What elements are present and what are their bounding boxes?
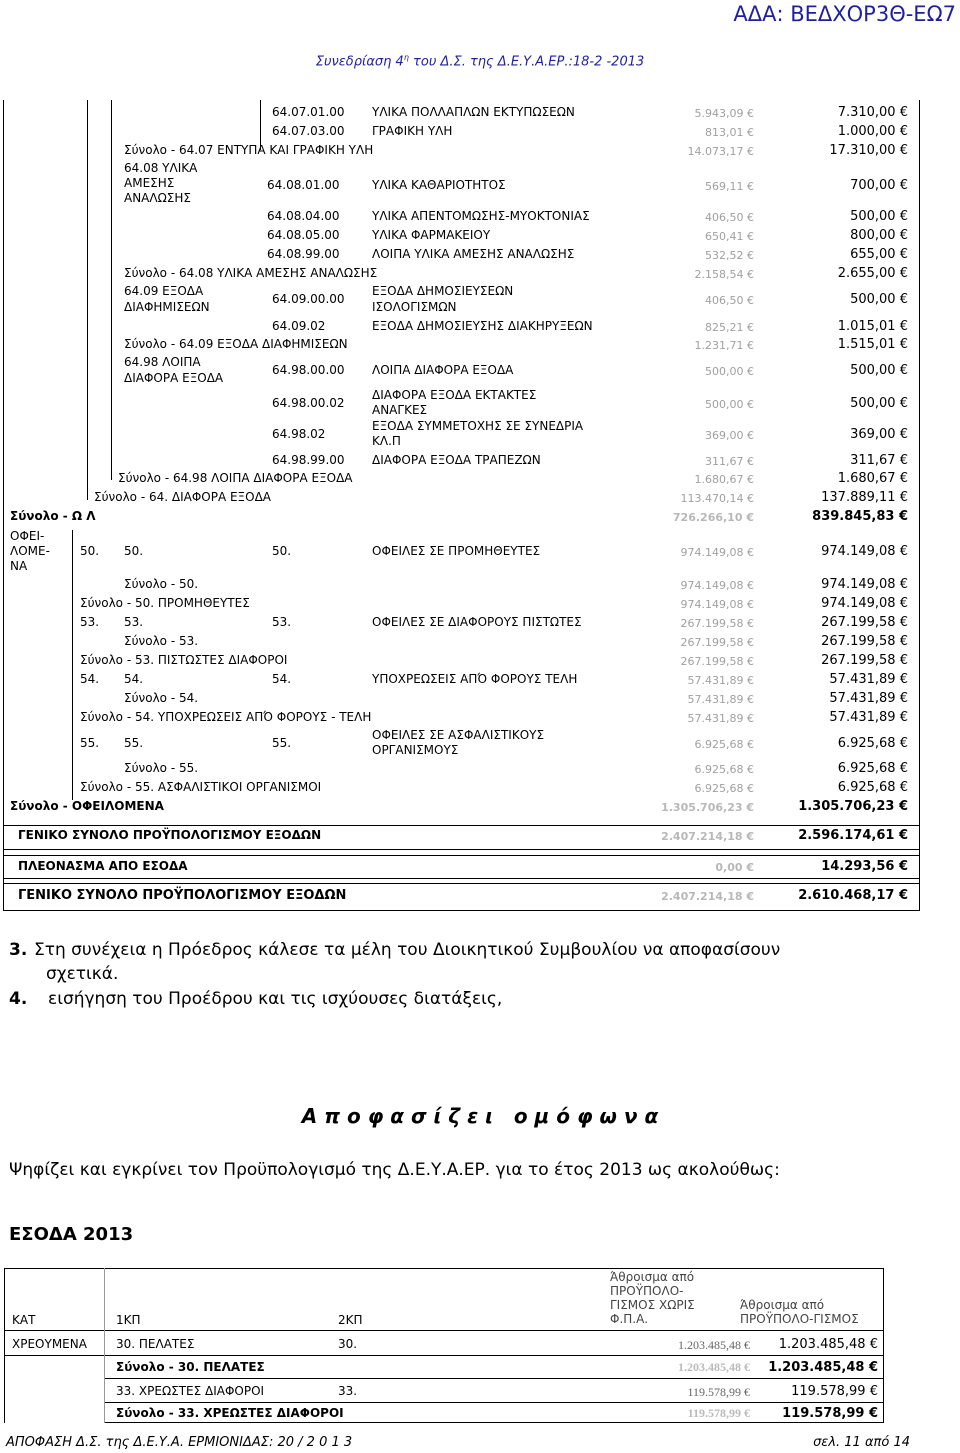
row-code: 50. xyxy=(272,544,292,558)
grand-total-value: 2.596.174,61 € xyxy=(798,828,908,843)
total-value: 1.305.706,23 € xyxy=(798,799,908,814)
subtotal-net: 267.199,58 € xyxy=(680,636,754,649)
paragraph: εισήγηση του Προέδρου και τις ισχύουσες διατάξεις, xyxy=(48,989,503,1009)
row-code: 64.08.04.00 xyxy=(267,209,340,223)
row-code: 64.08.01.00 xyxy=(267,178,340,192)
row-desc: ΚΛ.Π xyxy=(372,434,401,448)
subtotal-value: 267.199,58 € xyxy=(821,653,908,668)
row-value-net: 119.578,99 € xyxy=(687,1385,750,1399)
subtotal-value: 57.431,89 € xyxy=(829,710,908,725)
subtotal-net: 974.149,08 € xyxy=(680,579,754,592)
row-desc: ΟΦΕΙΛΕΣ ΣΕ ΑΣΦΑΛΙΣΤΙΚΟΥΣ xyxy=(372,728,545,742)
row-value-net: 825,21 € xyxy=(705,321,754,334)
row-value-net: 311,67 € xyxy=(705,455,754,468)
group-label: 64.08 ΥΛΙΚΑ xyxy=(124,161,198,175)
subtotal-value: 6.925,68 € xyxy=(837,780,908,795)
subtotal-label: Σύνολο - 64.09 ΕΞΟΔΑ ΔΙΑΦΗΜΙΣΕΩΝ xyxy=(124,337,348,351)
subtotal-value: 2.655,00 € xyxy=(837,266,908,281)
subtotal-value: 974.149,08 € xyxy=(821,577,908,592)
approval-text: Ψηφίζει και εγκρίνει τον Προϋπολογισμό της Δ.Ε.Υ.Α.ΕΡ. για το έτος 2013 ως ακολούθως: xyxy=(9,1160,780,1180)
group-label: ΝΑ xyxy=(10,559,28,573)
row-value: 7.310,00 € xyxy=(837,105,908,120)
row-value: 500,00 € xyxy=(850,363,908,378)
subtotal-net: 267.199,58 € xyxy=(680,655,754,668)
row-code: 54. xyxy=(124,672,144,686)
row-value-net: 1.203.485,48 € xyxy=(678,1338,750,1352)
subtotal-label: Σύνολο - 55. xyxy=(124,761,199,775)
session-line: Συνεδρίαση $4^\eta$ του Δ.Σ. της Δ.Ε.Υ.Α.ΕΡ.:18-2 -2013 xyxy=(315,53,645,70)
total-net: 726.266,10 € xyxy=(672,511,754,524)
row-code: 64.07.03.00 xyxy=(272,124,345,138)
row-value: 974.149,08 € xyxy=(821,544,908,559)
total-value: 839.845,83 € xyxy=(812,509,908,524)
subtotal-net: 974.149,08 € xyxy=(680,598,754,611)
row-value-net: 369,00 € xyxy=(705,429,754,442)
subtotal-value: 6.925,68 € xyxy=(837,761,908,776)
row-code: 54. xyxy=(272,672,292,686)
total-label: Σύνολο - Ω Λ xyxy=(10,509,96,523)
row-value-net: 569,11 € xyxy=(705,180,754,193)
row-code: 50. xyxy=(124,544,144,558)
subtotal-label: Σύνολο - 64.07 ΕΝΤΥΠΑ ΚΑΙ ΓΡΑΦΙΚΗ ΥΛΗ xyxy=(124,143,374,157)
row-code: 53. xyxy=(80,615,100,629)
subtotal-value: 137.889,11 € xyxy=(821,490,908,505)
row-code: 30. xyxy=(338,1337,358,1351)
row-value: 119.578,99 € xyxy=(791,1384,878,1399)
group-label: ΟΦΕΙ- xyxy=(10,529,45,543)
row-code: 33. xyxy=(338,1384,358,1398)
row-code: 55. xyxy=(272,736,292,750)
group-label: ΔΙΑΦΟΡΑ ΕΞΟΔΑ xyxy=(124,371,224,385)
paragraph: σχετικά. xyxy=(46,964,119,984)
row-value: 1.000,00 € xyxy=(837,124,908,139)
grand-total-value: 2.610.468,17 € xyxy=(798,888,908,903)
item-number: 3. xyxy=(9,940,28,960)
row-value-net: 532,52 € xyxy=(705,249,754,262)
row-desc: ΕΞΟΔΑ ΣΥΜΜΕΤΟΧΗΣ ΣΕ ΣΥΝΕΔΡΙΑ xyxy=(372,419,584,433)
row-code: 64.98.02 xyxy=(272,427,326,441)
group-label: ΑΝΑΛΩΣΗΣ xyxy=(124,191,191,205)
row-code: 50. xyxy=(80,544,100,558)
row-value-net: 406,50 € xyxy=(705,294,754,307)
row-code: 33. ΧΡΕΩΣΤΕΣ ΔΙΑΦΟΡΟΙ xyxy=(116,1384,265,1398)
subtotal-value: 17.310,00 € xyxy=(829,143,908,158)
row-code: 64.07.01.00 xyxy=(272,105,345,119)
subtotal-net: 1.203.485,48 € xyxy=(678,1360,750,1374)
subtotal-net: 57.431,89 € xyxy=(687,712,754,725)
subtotal-label: Σύνολο - 54. xyxy=(124,691,199,705)
subtotal-net: 119.578,99 € xyxy=(687,1406,750,1420)
subtotal-label: Σύνολο - 64.98 ΛΟΙΠΑ ΔΙΑΦΟΡΑ ΕΞΟΔΑ xyxy=(118,471,353,485)
row-desc: ΕΞΟΔΑ ΔΗΜΟΣΙΕΥΣΕΩΝ xyxy=(372,284,514,298)
total-label: Σύνολο - ΟΦΕΙΛΟΜΕΝΑ xyxy=(10,799,164,813)
row-value: 655,00 € xyxy=(850,247,908,262)
row-value-net: 267.199,58 € xyxy=(680,617,754,630)
row-code: 64.08.05.00 xyxy=(267,228,340,242)
row-desc: ΟΡΓΑΝΙΣΜΟΥΣ xyxy=(372,743,459,757)
surplus-label: ΠΛΕΟΝΑΣΜΑ ΑΠΟ ΕΣΟΔΑ xyxy=(18,859,188,873)
row-desc: ΟΦΕΙΛΕΣ ΣΕ ΠΡΟΜΗΘΕΥΤΕΣ xyxy=(372,544,541,558)
group-label: ΔΙΑΦΗΜΙΣΕΩΝ xyxy=(124,300,210,314)
row-code: 64.08.99.00 xyxy=(267,247,340,261)
row-desc: ΥΠΟΧΡΕΩΣΕΙΣ ΑΠΌ ΦΟΡΟΥΣ ΤΕΛΗ xyxy=(372,672,578,686)
subtotal-net: 6.925,68 € xyxy=(694,782,754,795)
row-value-net: 500,00 € xyxy=(705,365,754,378)
subtotal-net: 113.470,14 € xyxy=(680,492,754,505)
row-desc: ΥΛΙΚΑ ΚΑΘΑΡΙΟΤΗΤΟΣ xyxy=(372,178,506,192)
row-desc: ΥΛΙΚΑ ΦΑΡΜΑΚΕΙΟΥ xyxy=(372,228,491,242)
row-desc: ΑΝΑΓΚΕΣ xyxy=(372,403,428,417)
column-header: 2ΚΠ xyxy=(338,1313,363,1327)
row-value-net: 650,41 € xyxy=(705,230,754,243)
row-value: 500,00 € xyxy=(850,292,908,307)
subtotal-label: Σύνολο - 33. ΧΡΕΩΣΤΕΣ ΔΙΑΦΟΡΟΙ xyxy=(116,1406,344,1420)
grand-total-label: ΓΕΝΙΚΟ ΣΥΝΟΛΟ ΠΡΟΫΠΟΛΟΓΙΣΜΟΥ ΕΞΟΔΩΝ xyxy=(18,888,347,903)
row-value: 500,00 € xyxy=(850,396,908,411)
subtotal-net: 2.158,54 € xyxy=(694,268,754,281)
row-value: 500,00 € xyxy=(850,209,908,224)
group-label: 64.09 ΕΞΟΔΑ xyxy=(124,284,204,298)
row-code: 64.98.00.02 xyxy=(272,396,345,410)
page-number: σελ. 11 από 14 xyxy=(813,1435,910,1450)
row-desc: ΥΛΙΚΑ ΑΠΕΝΤΟΜΩΣΗΣ-ΜΥΟΚΤΟΝΙΑΣ xyxy=(372,209,590,223)
total-net: 1.305.706,23 € xyxy=(661,801,754,814)
subtotal-label: Σύνολο - 53. xyxy=(124,634,199,648)
subtotal-label: Σύνολο - 54. ΥΠΟΧΡΕΩΣΕΙΣ ΑΠΌ ΦΟΡΟΥΣ - ΤΕΛΗ xyxy=(80,710,372,724)
item-number: 4. xyxy=(9,989,28,1009)
subtotal-value: 1.203.485,48 € xyxy=(768,1360,878,1375)
row-desc: ΙΣΟΛΟΓΙΣΜΩΝ xyxy=(372,300,457,314)
row-value: 369,00 € xyxy=(850,427,908,442)
row-value-net: 6.925,68 € xyxy=(694,738,754,751)
row-value: 1.015,01 € xyxy=(837,319,908,334)
category: ΧΡΕΟΥΜΕΝΑ xyxy=(12,1337,87,1351)
row-desc: ΛΟΙΠΑ ΔΙΑΦΟΡΑ ΕΞΟΔΑ xyxy=(372,363,514,377)
row-desc: ΛΟΙΠΑ ΥΛΙΚΑ ΑΜΕΣΗΣ ΑΝΑΛΩΣΗΣ xyxy=(372,247,575,261)
column-header: ΚΑΤ xyxy=(12,1313,36,1327)
subtotal-value: 1.515,01 € xyxy=(837,337,908,352)
subtotal-label: Σύνολο - 50. ΠΡΟΜΗΘΕΥΤΕΣ xyxy=(80,596,250,610)
surplus-net: 0,00 € xyxy=(715,861,754,874)
subtotal-label: Σύνολο - 64.08 ΥΛΙΚΑ ΑΜΕΣΗΣ ΑΝΑΛΩΣΗΣ xyxy=(124,266,378,280)
row-value-net: 406,50 € xyxy=(705,211,754,224)
row-value-net: 5.943,09 € xyxy=(694,107,754,120)
subtotal-net: 57.431,89 € xyxy=(687,693,754,706)
row-code: 64.98.00.00 xyxy=(272,363,345,377)
row-desc: ΕΞΟΔΑ ΔΗΜΟΣΙΕΥΣΗΣ ΔΙΑΚΗΡΥΞΕΩΝ xyxy=(372,319,593,333)
row-code: 53. xyxy=(272,615,292,629)
row-code: 64.09.00.00 xyxy=(272,292,345,306)
row-value-net: 500,00 € xyxy=(705,398,754,411)
row-code: 55. xyxy=(124,736,144,750)
subtotal-label: Σύνολο - 50. xyxy=(124,577,199,591)
row-value: 700,00 € xyxy=(850,178,908,193)
subtotal-value: 267.199,58 € xyxy=(821,634,908,649)
subtotal-value: 974.149,08 € xyxy=(821,596,908,611)
group-label: ΑΜΕΣΗΣ xyxy=(124,176,175,190)
decision-heading: Α π ο φ α σ ί ζ ε ι ο μ ό φ ω ν α xyxy=(301,1104,659,1128)
row-value: 6.925,68 € xyxy=(837,736,908,751)
row-code: 54. xyxy=(80,672,100,686)
row-code: 64.09.02 xyxy=(272,319,326,333)
row-code: 55. xyxy=(80,736,100,750)
subtotal-net: 6.925,68 € xyxy=(694,763,754,776)
column-header: Άθροισμα από ΠΡΟΫΠΟΛΟ-ΓΙΣΜΟΣ xyxy=(740,1298,859,1326)
subtotal-label: Σύνολο - 53. ΠΙΣΤΩΣΤΕΣ ΔΙΑΦΟΡΟΙ xyxy=(80,653,288,667)
subtotal-net: 1.231,71 € xyxy=(694,339,754,352)
row-value: 800,00 € xyxy=(850,228,908,243)
row-value-net: 974.149,08 € xyxy=(680,546,754,559)
subtotal-value: 119.578,99 € xyxy=(782,1406,878,1421)
row-desc: ΓΡΑΦΙΚΗ ΥΛΗ xyxy=(372,124,453,138)
subtotal-label: Σύνολο - 55. ΑΣΦΑΛΙΣΤΙΚΟΙ ΟΡΓΑΝΙΣΜΟΙ xyxy=(80,780,322,794)
subtotal-net: 14.073,17 € xyxy=(687,145,754,158)
row-code: 53. xyxy=(124,615,144,629)
grand-total-label: ΓΕΝΙΚΟ ΣΥΝΟΛΟ ΠΡΟΫΠΟΛΟΓΙΣΜΟΥ ΕΞΟΔΩΝ xyxy=(18,828,322,842)
row-desc: ΔΙΑΦΟΡΑ ΕΞΟΔΑ ΕΚΤΑΚΤΕΣ xyxy=(372,388,537,402)
grand-total-net: 2.407.214,18 € xyxy=(661,830,754,843)
section-title: ΕΣΟΔΑ 2013 xyxy=(9,1224,134,1245)
row-value: 1.203.485,48 € xyxy=(778,1337,878,1352)
row-code: 64.98.99.00 xyxy=(272,453,345,467)
subtotal-label: Σύνολο - 64. ΔΙΑΦΟΡΑ ΕΞΟΔΑ xyxy=(94,490,272,504)
group-label: ΛΟΜΕ- xyxy=(10,544,50,558)
grand-total-net: 2.407.214,18 € xyxy=(661,890,754,903)
row-value-net: 813,01 € xyxy=(705,126,754,139)
subtotal-value: 57.431,89 € xyxy=(829,691,908,706)
column-header: Άθροισμα από ΠΡΟΫΠΟΛΟ- ΓΙΣΜΟΣ ΧΩΡΙΣ Φ.Π.Α. xyxy=(610,1270,695,1326)
row-value: 311,67 € xyxy=(850,453,908,468)
row-desc: ΟΦΕΙΛΕΣ ΣΕ ΔΙΑΦΟΡΟΥΣ ΠΙΣΤΩΤΕΣ xyxy=(372,615,582,629)
row-code: 30. ΠΕΛΑΤΕΣ xyxy=(116,1337,195,1351)
footer-left: ΑΠΟΦΑΣΗ Δ.Σ. της Δ.Ε.Υ.Α. ΕΡΜΙΟΝΙΔΑΣ: 20 / 2 0 1 3 xyxy=(6,1435,353,1450)
subtotal-net: 1.680,67 € xyxy=(694,473,754,486)
group-label: 64.98 ΛΟΙΠΑ xyxy=(124,355,201,369)
subtotal-value: 1.680,67 € xyxy=(837,471,908,486)
subtotal-label: Σύνολο - 30. ΠΕΛΑΤΕΣ xyxy=(116,1360,265,1374)
column-header: 1ΚΠ xyxy=(116,1313,141,1327)
row-desc: ΥΛΙΚΑ ΠΟΛΛΑΠΛΩΝ ΕΚΤΥΠΩΣΕΩΝ xyxy=(372,105,575,119)
row-value: 57.431,89 € xyxy=(829,672,908,687)
paragraph: Στη συνέχεια η Πρόεδρος κάλεσε τα μέλη του Διοικητικού Συμβουλίου να αποφασίσουν xyxy=(34,940,781,960)
row-value-net: 57.431,89 € xyxy=(687,674,754,687)
row-value: 267.199,58 € xyxy=(821,615,908,630)
surplus-value: 14.293,56 € xyxy=(821,859,908,874)
ada-code: ΑΔΑ: ΒΕΔΧΟΡ3Θ-ΕΩ7 xyxy=(733,2,956,26)
row-desc: ΔΙΑΦΟΡΑ ΕΞΟΔΑ ΤΡΑΠΕΖΩΝ xyxy=(372,453,541,467)
